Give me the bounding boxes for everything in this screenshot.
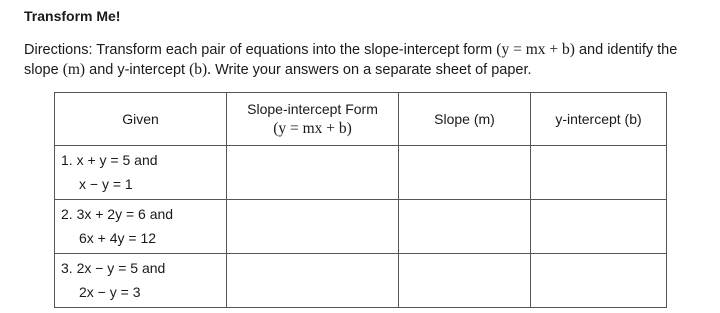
given-equation-2: 2x − y = 3 — [79, 284, 141, 300]
directions-slope-symbol: (m) — [62, 61, 86, 78]
given-cell — [55, 254, 227, 308]
header-slope-intercept-form — [227, 93, 399, 146]
given-equation-1: 3. 2x − y = 5 and — [61, 260, 166, 276]
table-row — [55, 146, 667, 200]
given-cell — [55, 146, 227, 200]
worksheet-table — [54, 92, 667, 308]
slope-intercept-answer-cell — [227, 200, 399, 254]
table-row — [55, 254, 667, 308]
directions-form: (y = mx + b) — [496, 41, 575, 58]
header-slope-intercept-formula: (y = mx + b) — [273, 119, 352, 137]
directions-and: and — [578, 42, 604, 58]
table-header-row — [55, 93, 667, 146]
directions-and2: and y-intercept — [89, 62, 186, 78]
header-slope: Slope (m) — [399, 93, 531, 146]
slope-intercept-answer-cell — [227, 146, 399, 200]
directions-suffix: Write your answers on a separate sheet of paper. — [215, 62, 532, 78]
given-cell — [55, 200, 227, 254]
given-equation-1: 2. 3x + 2y = 6 and — [61, 206, 174, 222]
slope-intercept-answer-cell — [227, 254, 399, 308]
slope-answer-cell — [399, 254, 531, 308]
slope-answer-cell — [399, 146, 531, 200]
y-intercept-answer-cell — [531, 200, 667, 254]
header-given: Given — [55, 93, 227, 146]
given-equation-1: 1. x + y = 5 and — [61, 152, 158, 168]
slope-answer-cell — [399, 200, 531, 254]
directions-text — [24, 40, 704, 80]
directions-line2-prefix: identify the slope — [24, 42, 678, 78]
y-intercept-answer-cell — [531, 254, 667, 308]
header-slope-intercept-label: Slope-intercept Form — [247, 100, 378, 117]
worksheet-title: Transform Me! — [24, 8, 121, 24]
given-equation-2: 6x + 4y = 12 — [79, 230, 157, 246]
directions-prefix: Directions: Transform each pair of equations into the slope-intercept form — [24, 42, 493, 58]
y-intercept-answer-cell — [531, 146, 667, 200]
table-row — [55, 200, 667, 254]
given-equation-2: x − y = 1 — [79, 176, 133, 192]
directions-intercept-symbol: (b). — [189, 61, 212, 78]
header-y-intercept: y-intercept (b) — [531, 93, 667, 146]
